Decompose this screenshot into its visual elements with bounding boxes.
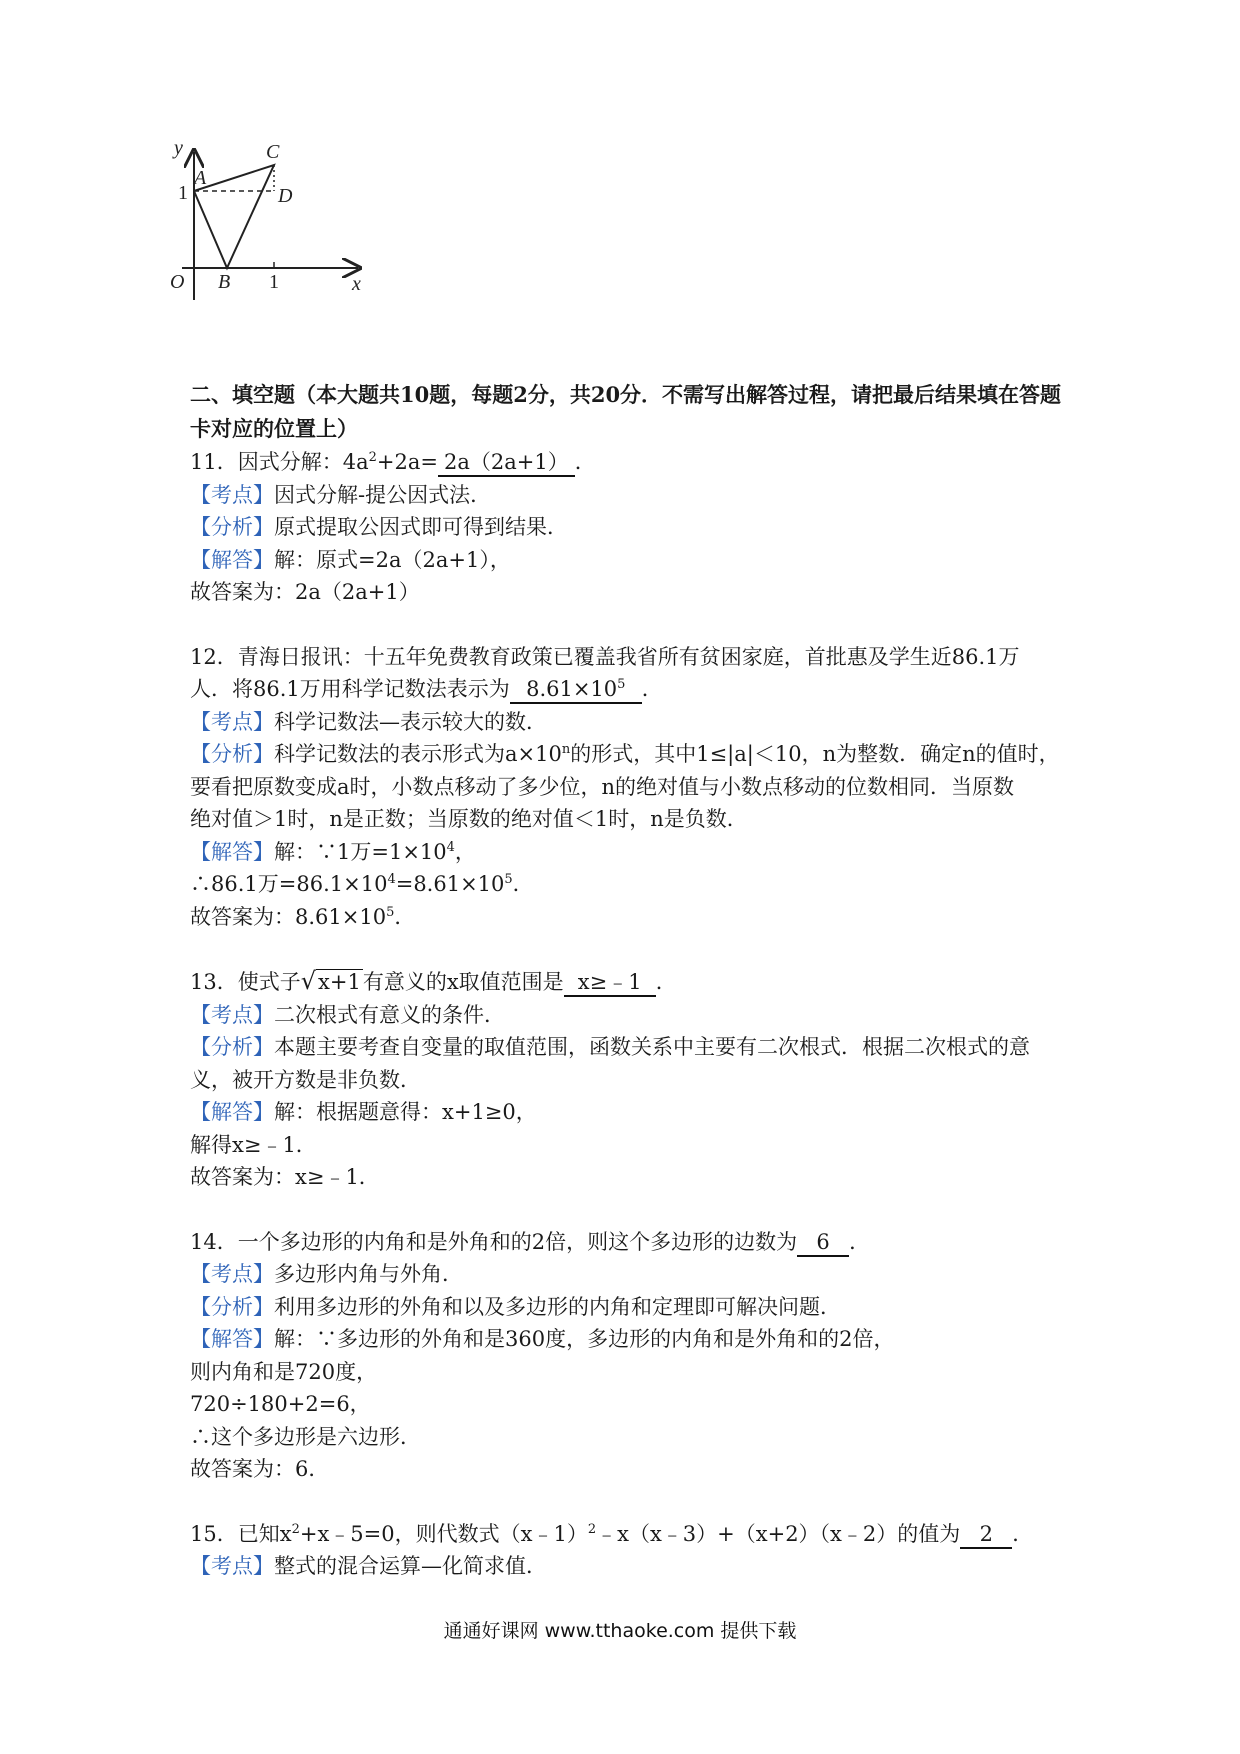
q13-final: 故答案为：x≥﹣1． [190, 1165, 380, 1189]
q12-stem-text: 青海日报讯：十五年免费教育政策已覆盖我省所有贫困家庭，首批惠及学生近86.1万 [237, 644, 1020, 669]
q12-step-text: ∴86.1万=86.1×10 [190, 872, 388, 896]
q12-stem-text-2: 人．将86.1万用科学记数法表示为 [190, 677, 510, 701]
q13-radicand: x+1 [318, 970, 361, 994]
q11-number: 11． [190, 450, 238, 474]
q12-end: ． [641, 677, 663, 701]
kaodian-tag: 【考点】 [190, 482, 274, 507]
kaodian-tag: 【考点】 [190, 709, 274, 734]
q11-jieda [190, 544, 1070, 577]
section-title: 二、填空题（本大题共10题，每题2分，共20分．不需写出解答过程，请把最后结果填在答题卡对应的位置上） [190, 382, 1062, 441]
fenxi-tag: 【分析】 [190, 1035, 274, 1059]
q11-jieda-text: 解：原式=2a（2a+1）， [274, 547, 511, 572]
kaodian-tag: 【考点】 [190, 1002, 274, 1027]
point-d-label: D [278, 185, 293, 207]
q14-kaodian-text: 多边形内角与外角． [274, 1262, 463, 1286]
q14-end: ． [849, 1229, 871, 1254]
q12-fenxi-text: 科学记数法的表示形式为a×10 [274, 742, 562, 766]
triangle-diagram [170, 137, 420, 340]
q13-stem [190, 965, 1070, 999]
q11-kaodian-text: 因式分解-提公因式法． [274, 482, 492, 507]
q15-end: ． [1012, 1521, 1034, 1546]
q13-fenxi-text: 本题主要考查自变量的取值范围，函数关系中主要有二次根式．根据二次根式的意 [274, 1035, 1030, 1059]
q12-answer-base: 8.61×10 [526, 677, 618, 701]
q12-answer-exponent: 5 [617, 677, 626, 692]
q15-stem-text: 已知x [237, 1521, 292, 1546]
q15-kaodian-text: 整式的混合运算—化简求值． [274, 1554, 547, 1578]
q12-answer [510, 676, 642, 704]
jieda-tag: 【解答】 [190, 1100, 274, 1124]
q14-fenxi [190, 1291, 1070, 1324]
q12-jieda [190, 836, 1070, 869]
q12-jieda-text: 解：∵1万=1×10 [274, 839, 447, 864]
kaodian-tag: 【考点】 [190, 1554, 274, 1578]
q12-final [190, 901, 1070, 934]
q15-stem [190, 1518, 1070, 1551]
fenxi-tag: 【分析】 [190, 742, 274, 766]
q13-jieda-text: 解：根据题意得：x+1≥0， [274, 1100, 537, 1124]
q13-fenxi-line1 [190, 1031, 1070, 1064]
square-root [301, 965, 363, 999]
q12-step-text-3: ． [512, 872, 534, 896]
point-b-label: B [218, 271, 231, 293]
jieda-tag: 【解答】 [190, 1327, 274, 1351]
q11-stem-text-2: +2a= [376, 450, 438, 474]
kaodian-tag: 【考点】 [190, 1262, 274, 1286]
q11-kaodian [190, 479, 1070, 512]
q14-final: 故答案为：6． [190, 1457, 330, 1481]
q14-jieda [190, 1323, 1070, 1356]
x-tick-label: 1 [269, 271, 279, 293]
q12-fenxi-line2: 要看把原数变成a时，小数点移动了多少位，n的绝对值与小数点移动的位数相同．当原数 [190, 774, 1015, 799]
q11-stem [190, 446, 1070, 479]
q14-step3: ∴这个多边形是六边形． [190, 1424, 421, 1449]
q13-answer: x≥﹣1 [564, 969, 656, 997]
q14-jieda-text: 解：∵多边形的外角和是360度，多边形的内角和是外角和的2倍， [274, 1327, 895, 1351]
q15-exponent-1: 2 [291, 1521, 300, 1537]
q11-fenxi [190, 511, 1070, 544]
q12-fenxi-line3: 绝对值＞1时，n是正数；当原数的绝对值＜1时，n是负数． [190, 807, 748, 831]
q13-number: 13． [190, 970, 238, 994]
q13-kaodian-text: 二次根式有意义的条件． [274, 1002, 505, 1027]
q12-final-text: 故答案为：8.61×10 [190, 904, 387, 929]
q15-stem-text-2: +x﹣5=0，则代数式（x﹣1） [299, 1521, 588, 1546]
q13-stem-text: 使式子 [237, 970, 301, 994]
q13-jieda [190, 1096, 1070, 1129]
q13-end: ． [655, 970, 677, 994]
q11-fenxi-text: 原式提取公因式即可得到结果． [274, 515, 568, 539]
fenxi-tag: 【分析】 [190, 1294, 274, 1319]
q12-kaodian-text: 科学记数法—表示较大的数． [274, 709, 547, 734]
q13-kaodian [190, 999, 1070, 1032]
radical-sign: √ [300, 967, 317, 995]
q12-stem-line1 [190, 641, 1070, 674]
q14-stem [190, 1226, 1070, 1259]
jieda-tag: 【解答】 [190, 547, 274, 572]
q14-stem-text: 一个多边形的内角和是外角和的2倍，则这个多边形的边数为 [237, 1229, 798, 1254]
q14-number: 14． [190, 1229, 238, 1254]
q12-step-exponent-2: 5 [504, 872, 513, 887]
y-tick-label: 1 [178, 182, 188, 204]
q14-kaodian [190, 1258, 1070, 1291]
coordinate-figure [170, 137, 420, 340]
q12-fenxi-line1 [190, 738, 1070, 771]
fenxi-tag: 【分析】 [190, 515, 274, 539]
q12-jieda-text-2: ， [454, 839, 476, 864]
q12-step [190, 868, 1070, 901]
q13-fenxi-line2: 义，被开方数是非负数． [190, 1067, 421, 1092]
q11-answer: 2a（2a+1） [438, 449, 575, 477]
jieda-tag: 【解答】 [190, 839, 274, 864]
q14-step2: 720÷180+2=6， [190, 1392, 371, 1416]
y-axis-label: y [174, 137, 183, 159]
q14-answer: 6 [797, 1229, 849, 1257]
q15-number: 15． [190, 1521, 238, 1546]
q12-step-text-2: =8.61×10 [395, 872, 505, 896]
q15-answer: 2 [960, 1521, 1012, 1549]
q12-final-text-2: ． [394, 904, 416, 929]
x-axis-label: x [352, 273, 361, 295]
q15-exponent-2: 2 [587, 1521, 597, 1537]
q14-fenxi-text: 利用多边形的外角和以及多边形的内角和定理即可解决问题． [274, 1294, 841, 1319]
q11-end: ． [574, 450, 596, 474]
q12-step-exponent-1: 4 [387, 872, 396, 887]
q12-final-exponent: 5 [386, 904, 395, 920]
point-a-label: A [194, 167, 207, 189]
q15-stem-text-3: ﹣x（x﹣3）+（x+2）（x﹣2）的值为 [596, 1521, 961, 1546]
q11-exponent: 2 [368, 450, 377, 465]
q12-kaodian [190, 706, 1070, 739]
q11-stem-text: 因式分解：4a [237, 450, 369, 474]
q12-stem-line2 [190, 673, 1070, 706]
q12-fenxi-text-2: 的形式，其中1≤|a|＜10，n为整数．确定n的值时， [570, 742, 1060, 766]
q15-kaodian [190, 1550, 1070, 1583]
q14-step1: 则内角和是720度， [190, 1359, 378, 1384]
q11-final: 故答案为：2a（2a+1） [190, 580, 420, 604]
page-footer: 通通好课网 www.tthaoke.com 提供下载 [443, 1620, 797, 1642]
origin-label: O [170, 271, 185, 293]
q12-number: 12． [190, 644, 238, 669]
q13-stem-text-2: 有意义的x取值范围是 [362, 970, 564, 994]
q13-step: 解得x≥﹣1． [190, 1132, 317, 1157]
q12-fenxi-exponent: n [561, 742, 571, 757]
question-content [190, 378, 1070, 1583]
q12-jieda-exponent: 4 [446, 839, 455, 855]
point-c-label: C [266, 141, 280, 163]
